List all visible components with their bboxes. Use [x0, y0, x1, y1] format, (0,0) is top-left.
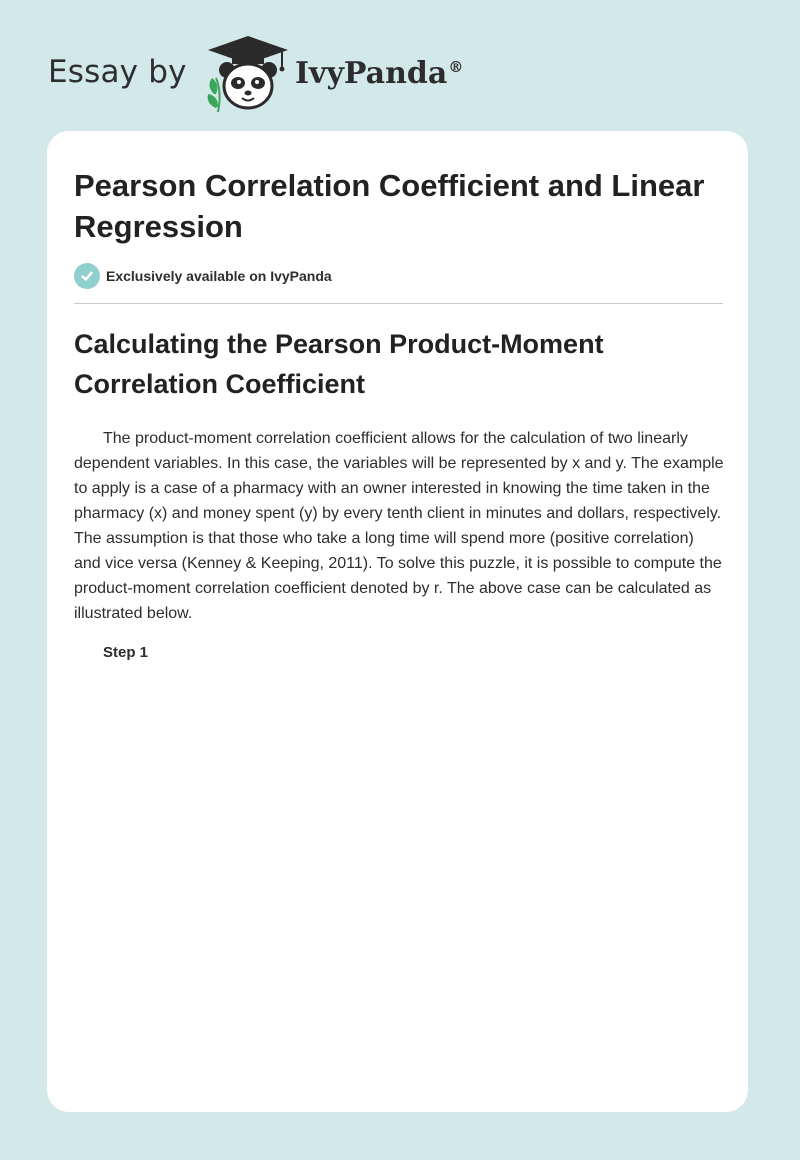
exclusive-badge-text: Exclusively available on IvyPanda — [106, 268, 332, 284]
check-icon — [74, 263, 100, 289]
graduate-panda-logo-icon — [202, 34, 294, 114]
essay-title: Pearson Correlation Coefficient and Linear Regression — [74, 168, 705, 244]
essay-card — [47, 131, 748, 1112]
step-label: Step 1 — [103, 644, 149, 661]
brand-name: IvyPanda® — [295, 56, 464, 91]
body-paragraph: The product-moment correlation coefficient allows for the calculation of two linearly dependent variables. In this case, the variables will be represented by x and y. The example to apply is a case of a pharmacy with an owner interested in knowing the time taken in the pharmacy (x) and money spent (y) by every tenth client in minutes and dollars, respectively. The assumption is that those who take a long time will spend more (positive correlation) and vice versa (Kenney & Keeping, 2011). To solve this puzzle, it is possible to compute the product-moment correlation coefficient denoted by r. The above case can be calculated as illustrated below. — [74, 430, 724, 622]
brand-header[interactable] — [48, 34, 468, 114]
registered-mark: ® — [448, 58, 464, 76]
section-heading: Calculating the Pearson Product-Moment Correlation Coefficient — [74, 329, 604, 399]
brand-prefix: Essay by — [48, 54, 187, 90]
exclusive-badge — [74, 263, 332, 289]
divider — [74, 303, 723, 304]
